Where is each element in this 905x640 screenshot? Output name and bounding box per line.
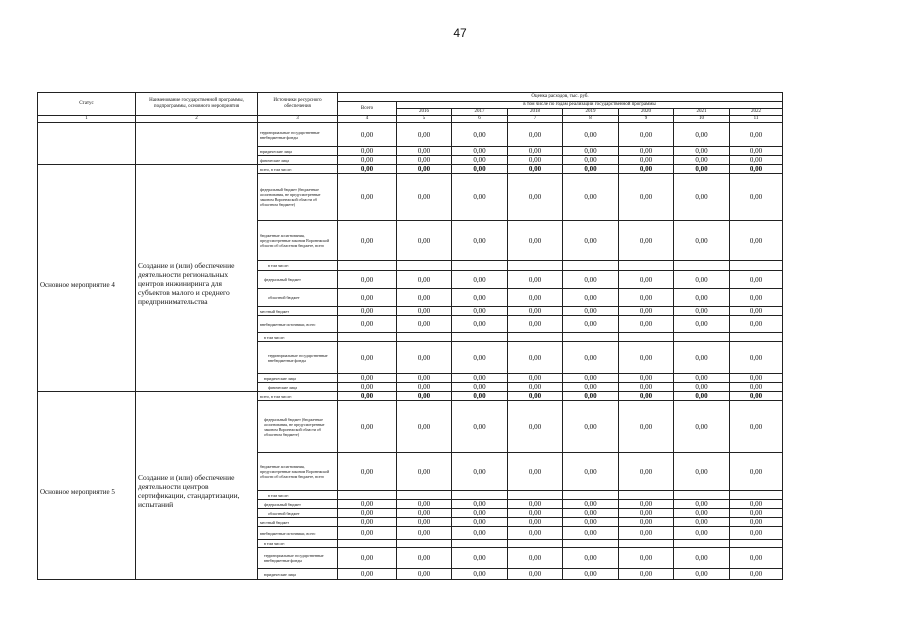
total-value-cell: [338, 540, 397, 548]
year-value-cell: 0,00: [674, 289, 730, 307]
year-value-cell: 0,00: [619, 383, 674, 392]
year-value-cell: 0,00: [397, 221, 452, 261]
year-value-cell: 0,00: [397, 147, 452, 156]
year-value-cell: 0,00: [619, 401, 674, 453]
year-value-cell: 0,00: [563, 271, 619, 289]
year-value-cell: 0,00: [674, 342, 730, 374]
year-value-cell: 0,00: [674, 147, 730, 156]
year-value-cell: 0,00: [452, 123, 508, 147]
year-value-cell: 0,00: [452, 221, 508, 261]
funding-source-cell: физические лица: [258, 156, 338, 165]
year-value-cell: 0,00: [397, 316, 452, 333]
header-year: 2016: [397, 109, 452, 116]
year-value-cell: 0,00: [397, 174, 452, 221]
activity-name-cell: Создание и (или) обеспечение деятельности центров сертификации, стандартизации, испытаний: [136, 392, 258, 580]
table-body: [38, 123, 783, 580]
year-value-cell: 0,00: [508, 174, 563, 221]
year-value-cell: 0,00: [452, 509, 508, 518]
year-value-cell: 0,00: [452, 374, 508, 383]
year-value-cell: 0,00: [619, 342, 674, 374]
year-value-cell: 0,00: [563, 165, 619, 174]
year-value-cell: 0,00: [730, 342, 783, 374]
year-value-cell: 0,00: [508, 527, 563, 540]
year-value-cell: 0,00: [452, 383, 508, 392]
year-value-cell: [730, 540, 783, 548]
total-value-cell: 0,00: [338, 509, 397, 518]
year-value-cell: 0,00: [674, 221, 730, 261]
year-value-cell: 0,00: [730, 374, 783, 383]
funding-source-cell: территориальные государственные внебюджетные фонды: [258, 548, 338, 569]
year-value-cell: 0,00: [730, 518, 783, 527]
year-value-cell: [563, 491, 619, 500]
header-year: 2022: [730, 109, 783, 116]
table-row: [38, 165, 783, 174]
funding-source-cell: в том числе:: [258, 333, 338, 342]
total-value-cell: 0,00: [338, 453, 397, 491]
year-value-cell: 0,00: [563, 453, 619, 491]
year-value-cell: 0,00: [674, 374, 730, 383]
year-value-cell: 0,00: [452, 165, 508, 174]
year-value-cell: [508, 333, 563, 342]
total-value-cell: 0,00: [338, 147, 397, 156]
year-value-cell: 0,00: [674, 527, 730, 540]
year-value-cell: [508, 491, 563, 500]
year-value-cell: 0,00: [730, 307, 783, 316]
year-value-cell: 0,00: [452, 518, 508, 527]
table-row: [38, 392, 783, 401]
total-value-cell: 0,00: [338, 221, 397, 261]
header-by-years: в том числе по годам реализации государственной программы: [397, 102, 783, 109]
year-value-cell: 0,00: [397, 500, 452, 509]
year-value-cell: 0,00: [563, 174, 619, 221]
year-value-cell: 0,00: [397, 374, 452, 383]
funding-source-cell: территориальные государственные внебюджетные фонды: [258, 342, 338, 374]
year-value-cell: 0,00: [674, 174, 730, 221]
year-value-cell: 0,00: [452, 147, 508, 156]
funding-source-cell: в том числе:: [258, 261, 338, 271]
year-value-cell: 0,00: [730, 221, 783, 261]
year-value-cell: 0,00: [563, 123, 619, 147]
year-value-cell: 0,00: [508, 401, 563, 453]
year-value-cell: 0,00: [619, 453, 674, 491]
page-number: 47: [453, 26, 467, 40]
year-value-cell: 0,00: [563, 401, 619, 453]
year-value-cell: 0,00: [563, 289, 619, 307]
year-value-cell: 0,00: [563, 156, 619, 165]
year-value-cell: 0,00: [452, 453, 508, 491]
year-value-cell: 0,00: [508, 548, 563, 569]
year-value-cell: [619, 491, 674, 500]
year-value-cell: 0,00: [452, 156, 508, 165]
year-value-cell: 0,00: [397, 123, 452, 147]
year-value-cell: 0,00: [563, 518, 619, 527]
year-value-cell: 0,00: [397, 392, 452, 401]
column-number: 10: [674, 116, 730, 123]
column-number: 9: [619, 116, 674, 123]
total-value-cell: 0,00: [338, 156, 397, 165]
year-value-cell: 0,00: [674, 383, 730, 392]
funding-source-cell: внебюджетные источники, всего: [258, 316, 338, 333]
year-value-cell: 0,00: [730, 156, 783, 165]
year-value-cell: 0,00: [563, 500, 619, 509]
year-value-cell: 0,00: [397, 307, 452, 316]
column-number: 4: [338, 116, 397, 123]
year-value-cell: 0,00: [397, 289, 452, 307]
status-cell: [38, 123, 136, 165]
funding-source-cell: федеральный бюджет (бюджетные ассигнования, не предусмотренные законом Воронежской области об областном бюджете): [258, 174, 338, 221]
year-value-cell: 0,00: [508, 316, 563, 333]
year-value-cell: [674, 333, 730, 342]
year-value-cell: 0,00: [452, 500, 508, 509]
total-value-cell: [338, 333, 397, 342]
funding-source-cell: федеральный бюджет (бюджетные ассигнования, не предусмотренные законом Воронежской области об областном бюджете): [258, 401, 338, 453]
table-header: [38, 93, 783, 123]
year-value-cell: [730, 491, 783, 500]
year-value-cell: 0,00: [563, 316, 619, 333]
year-value-cell: 0,00: [508, 156, 563, 165]
year-value-cell: 0,00: [563, 527, 619, 540]
year-value-cell: [397, 491, 452, 500]
year-value-cell: 0,00: [452, 271, 508, 289]
year-value-cell: 0,00: [508, 569, 563, 580]
year-value-cell: 0,00: [508, 453, 563, 491]
year-value-cell: 0,00: [674, 316, 730, 333]
year-value-cell: 0,00: [730, 174, 783, 221]
funding-source-cell: местный бюджет: [258, 518, 338, 527]
year-value-cell: 0,00: [563, 374, 619, 383]
total-value-cell: 0,00: [338, 316, 397, 333]
year-value-cell: 0,00: [674, 548, 730, 569]
year-value-cell: 0,00: [619, 374, 674, 383]
year-value-cell: 0,00: [730, 453, 783, 491]
funding-source-cell: юридические лица: [258, 569, 338, 580]
year-value-cell: 0,00: [397, 509, 452, 518]
year-value-cell: [508, 540, 563, 548]
header-year: 2018: [508, 109, 563, 116]
funding-source-cell: федеральный бюджет: [258, 500, 338, 509]
year-value-cell: 0,00: [397, 383, 452, 392]
year-value-cell: 0,00: [452, 569, 508, 580]
year-value-cell: 0,00: [730, 392, 783, 401]
year-value-cell: 0,00: [730, 569, 783, 580]
column-number: 6: [452, 116, 508, 123]
year-value-cell: 0,00: [619, 500, 674, 509]
year-value-cell: 0,00: [452, 392, 508, 401]
year-value-cell: 0,00: [397, 401, 452, 453]
header-total: Всего: [338, 102, 397, 116]
year-value-cell: 0,00: [397, 453, 452, 491]
year-value-cell: 0,00: [730, 383, 783, 392]
header-status: Статус: [38, 93, 136, 116]
year-value-cell: 0,00: [619, 518, 674, 527]
column-number: 8: [563, 116, 619, 123]
year-value-cell: [452, 261, 508, 271]
total-value-cell: 0,00: [338, 401, 397, 453]
year-value-cell: 0,00: [508, 342, 563, 374]
year-value-cell: [619, 261, 674, 271]
year-value-cell: [730, 261, 783, 271]
total-value-cell: 0,00: [338, 271, 397, 289]
total-value-cell: 0,00: [338, 123, 397, 147]
year-value-cell: 0,00: [674, 569, 730, 580]
header-estimate: Оценка расходов, тыс. руб.: [338, 93, 783, 102]
year-value-cell: 0,00: [730, 548, 783, 569]
year-value-cell: 0,00: [397, 271, 452, 289]
year-value-cell: 0,00: [674, 123, 730, 147]
total-value-cell: 0,00: [338, 307, 397, 316]
year-value-cell: 0,00: [452, 527, 508, 540]
year-value-cell: 0,00: [452, 548, 508, 569]
budget-table: [37, 92, 783, 580]
year-value-cell: 0,00: [563, 569, 619, 580]
year-value-cell: 0,00: [508, 392, 563, 401]
year-value-cell: 0,00: [674, 401, 730, 453]
year-value-cell: 0,00: [452, 174, 508, 221]
total-value-cell: 0,00: [338, 569, 397, 580]
total-value-cell: 0,00: [338, 527, 397, 540]
year-value-cell: [397, 333, 452, 342]
year-value-cell: 0,00: [508, 518, 563, 527]
year-value-cell: 0,00: [730, 165, 783, 174]
year-value-cell: 0,00: [452, 342, 508, 374]
column-number: 1: [38, 116, 136, 123]
year-value-cell: 0,00: [563, 342, 619, 374]
year-value-cell: [619, 540, 674, 548]
funding-source-cell: бюджетные ассигнования, предусмотренные законом Воронежской области об областном бюджете, всего: [258, 453, 338, 491]
year-value-cell: 0,00: [619, 316, 674, 333]
year-value-cell: 0,00: [563, 307, 619, 316]
header-year: 2017: [452, 109, 508, 116]
year-value-cell: 0,00: [563, 147, 619, 156]
total-value-cell: 0,00: [338, 500, 397, 509]
year-value-cell: 0,00: [397, 569, 452, 580]
year-value-cell: 0,00: [563, 392, 619, 401]
year-value-cell: [397, 261, 452, 271]
funding-source-cell: всего, в том числе:: [258, 165, 338, 174]
column-number: 5: [397, 116, 452, 123]
header-source: Источники ресурсного обеспечения: [258, 93, 338, 116]
column-number: 11: [730, 116, 783, 123]
year-value-cell: 0,00: [508, 123, 563, 147]
funding-source-cell: физические лица: [258, 383, 338, 392]
year-value-cell: 0,00: [674, 156, 730, 165]
year-value-cell: [619, 333, 674, 342]
funding-source-cell: внебюджетные источники, всего: [258, 527, 338, 540]
header-year: 2019: [563, 109, 619, 116]
year-value-cell: 0,00: [619, 147, 674, 156]
year-value-cell: 0,00: [619, 548, 674, 569]
year-value-cell: 0,00: [674, 392, 730, 401]
activity-name-cell: Создание и (или) обеспечение деятельности региональных центров инжиниринга для субъектов малого и среднего предпринимательства: [136, 165, 258, 392]
year-value-cell: 0,00: [730, 509, 783, 518]
total-value-cell: 0,00: [338, 374, 397, 383]
funding-source-cell: в том числе:: [258, 491, 338, 500]
year-value-cell: 0,00: [397, 165, 452, 174]
year-value-cell: 0,00: [397, 527, 452, 540]
year-value-cell: 0,00: [508, 500, 563, 509]
funding-source-cell: бюджетные ассигнования, предусмотренные законом Воронежской области об областном бюджете, всего: [258, 221, 338, 261]
year-value-cell: 0,00: [730, 147, 783, 156]
year-value-cell: 0,00: [619, 307, 674, 316]
total-value-cell: 0,00: [338, 174, 397, 221]
year-value-cell: [563, 261, 619, 271]
year-value-cell: 0,00: [674, 500, 730, 509]
year-value-cell: 0,00: [397, 342, 452, 374]
year-value-cell: 0,00: [619, 156, 674, 165]
year-value-cell: 0,00: [508, 509, 563, 518]
year-value-cell: 0,00: [397, 548, 452, 569]
year-value-cell: [674, 540, 730, 548]
year-value-cell: 0,00: [508, 307, 563, 316]
total-value-cell: 0,00: [338, 392, 397, 401]
year-value-cell: [563, 333, 619, 342]
funding-source-cell: в том числе:: [258, 540, 338, 548]
header-year: 2020: [619, 109, 674, 116]
status-cell: Основное мероприятие 4: [38, 165, 136, 392]
year-value-cell: 0,00: [674, 509, 730, 518]
year-value-cell: 0,00: [397, 518, 452, 527]
year-value-cell: 0,00: [619, 527, 674, 540]
total-value-cell: 0,00: [338, 289, 397, 307]
year-value-cell: [674, 261, 730, 271]
total-value-cell: 0,00: [338, 548, 397, 569]
year-value-cell: [452, 540, 508, 548]
year-value-cell: 0,00: [397, 156, 452, 165]
table-row: [38, 123, 783, 147]
year-value-cell: 0,00: [452, 307, 508, 316]
year-value-cell: 0,00: [730, 316, 783, 333]
total-value-cell: [338, 491, 397, 500]
activity-name-cell: [136, 123, 258, 165]
year-value-cell: 0,00: [452, 289, 508, 307]
year-value-cell: 0,00: [563, 548, 619, 569]
year-value-cell: 0,00: [508, 383, 563, 392]
year-value-cell: 0,00: [563, 221, 619, 261]
funding-source-cell: федеральный бюджет: [258, 271, 338, 289]
year-value-cell: 0,00: [730, 527, 783, 540]
funding-source-cell: областной бюджет: [258, 289, 338, 307]
year-value-cell: 0,00: [508, 289, 563, 307]
funding-source-cell: всего, в том числе:: [258, 392, 338, 401]
year-value-cell: 0,00: [730, 289, 783, 307]
column-number: 2: [136, 116, 258, 123]
year-value-cell: 0,00: [563, 383, 619, 392]
year-value-cell: 0,00: [619, 509, 674, 518]
status-cell: Основное мероприятие 5: [38, 392, 136, 580]
total-value-cell: 0,00: [338, 383, 397, 392]
funding-source-cell: юридические лица: [258, 147, 338, 156]
year-value-cell: 0,00: [452, 401, 508, 453]
year-value-cell: 0,00: [674, 518, 730, 527]
year-value-cell: 0,00: [674, 307, 730, 316]
year-value-cell: 0,00: [730, 500, 783, 509]
funding-source-cell: юридические лица: [258, 374, 338, 383]
header-name: Наименование государственной программы, подпрограммы, основного мероприятия: [136, 93, 258, 116]
year-value-cell: 0,00: [563, 509, 619, 518]
year-value-cell: 0,00: [674, 165, 730, 174]
year-value-cell: 0,00: [508, 271, 563, 289]
year-value-cell: [452, 491, 508, 500]
total-value-cell: 0,00: [338, 518, 397, 527]
year-value-cell: 0,00: [674, 271, 730, 289]
column-number: 7: [508, 116, 563, 123]
year-value-cell: [730, 333, 783, 342]
year-value-cell: [674, 491, 730, 500]
year-value-cell: 0,00: [508, 374, 563, 383]
year-value-cell: [508, 261, 563, 271]
header-year: 2021: [674, 109, 730, 116]
year-value-cell: [452, 333, 508, 342]
total-value-cell: 0,00: [338, 342, 397, 374]
year-value-cell: 0,00: [619, 289, 674, 307]
year-value-cell: 0,00: [619, 123, 674, 147]
year-value-cell: [397, 540, 452, 548]
year-value-cell: 0,00: [508, 221, 563, 261]
year-value-cell: 0,00: [508, 147, 563, 156]
column-number: 3: [258, 116, 338, 123]
year-value-cell: [563, 540, 619, 548]
funding-source-cell: областной бюджет: [258, 509, 338, 518]
total-value-cell: [338, 261, 397, 271]
year-value-cell: 0,00: [619, 174, 674, 221]
year-value-cell: 0,00: [619, 271, 674, 289]
year-value-cell: 0,00: [508, 165, 563, 174]
year-value-cell: 0,00: [730, 401, 783, 453]
year-value-cell: 0,00: [730, 123, 783, 147]
total-value-cell: 0,00: [338, 165, 397, 174]
year-value-cell: 0,00: [730, 271, 783, 289]
year-value-cell: 0,00: [619, 392, 674, 401]
year-value-cell: 0,00: [452, 316, 508, 333]
year-value-cell: 0,00: [619, 165, 674, 174]
year-value-cell: 0,00: [619, 221, 674, 261]
year-value-cell: 0,00: [619, 569, 674, 580]
funding-source-cell: местный бюджет: [258, 307, 338, 316]
funding-source-cell: территориальные государственные внебюджетные фонды: [258, 123, 338, 147]
year-value-cell: 0,00: [674, 453, 730, 491]
